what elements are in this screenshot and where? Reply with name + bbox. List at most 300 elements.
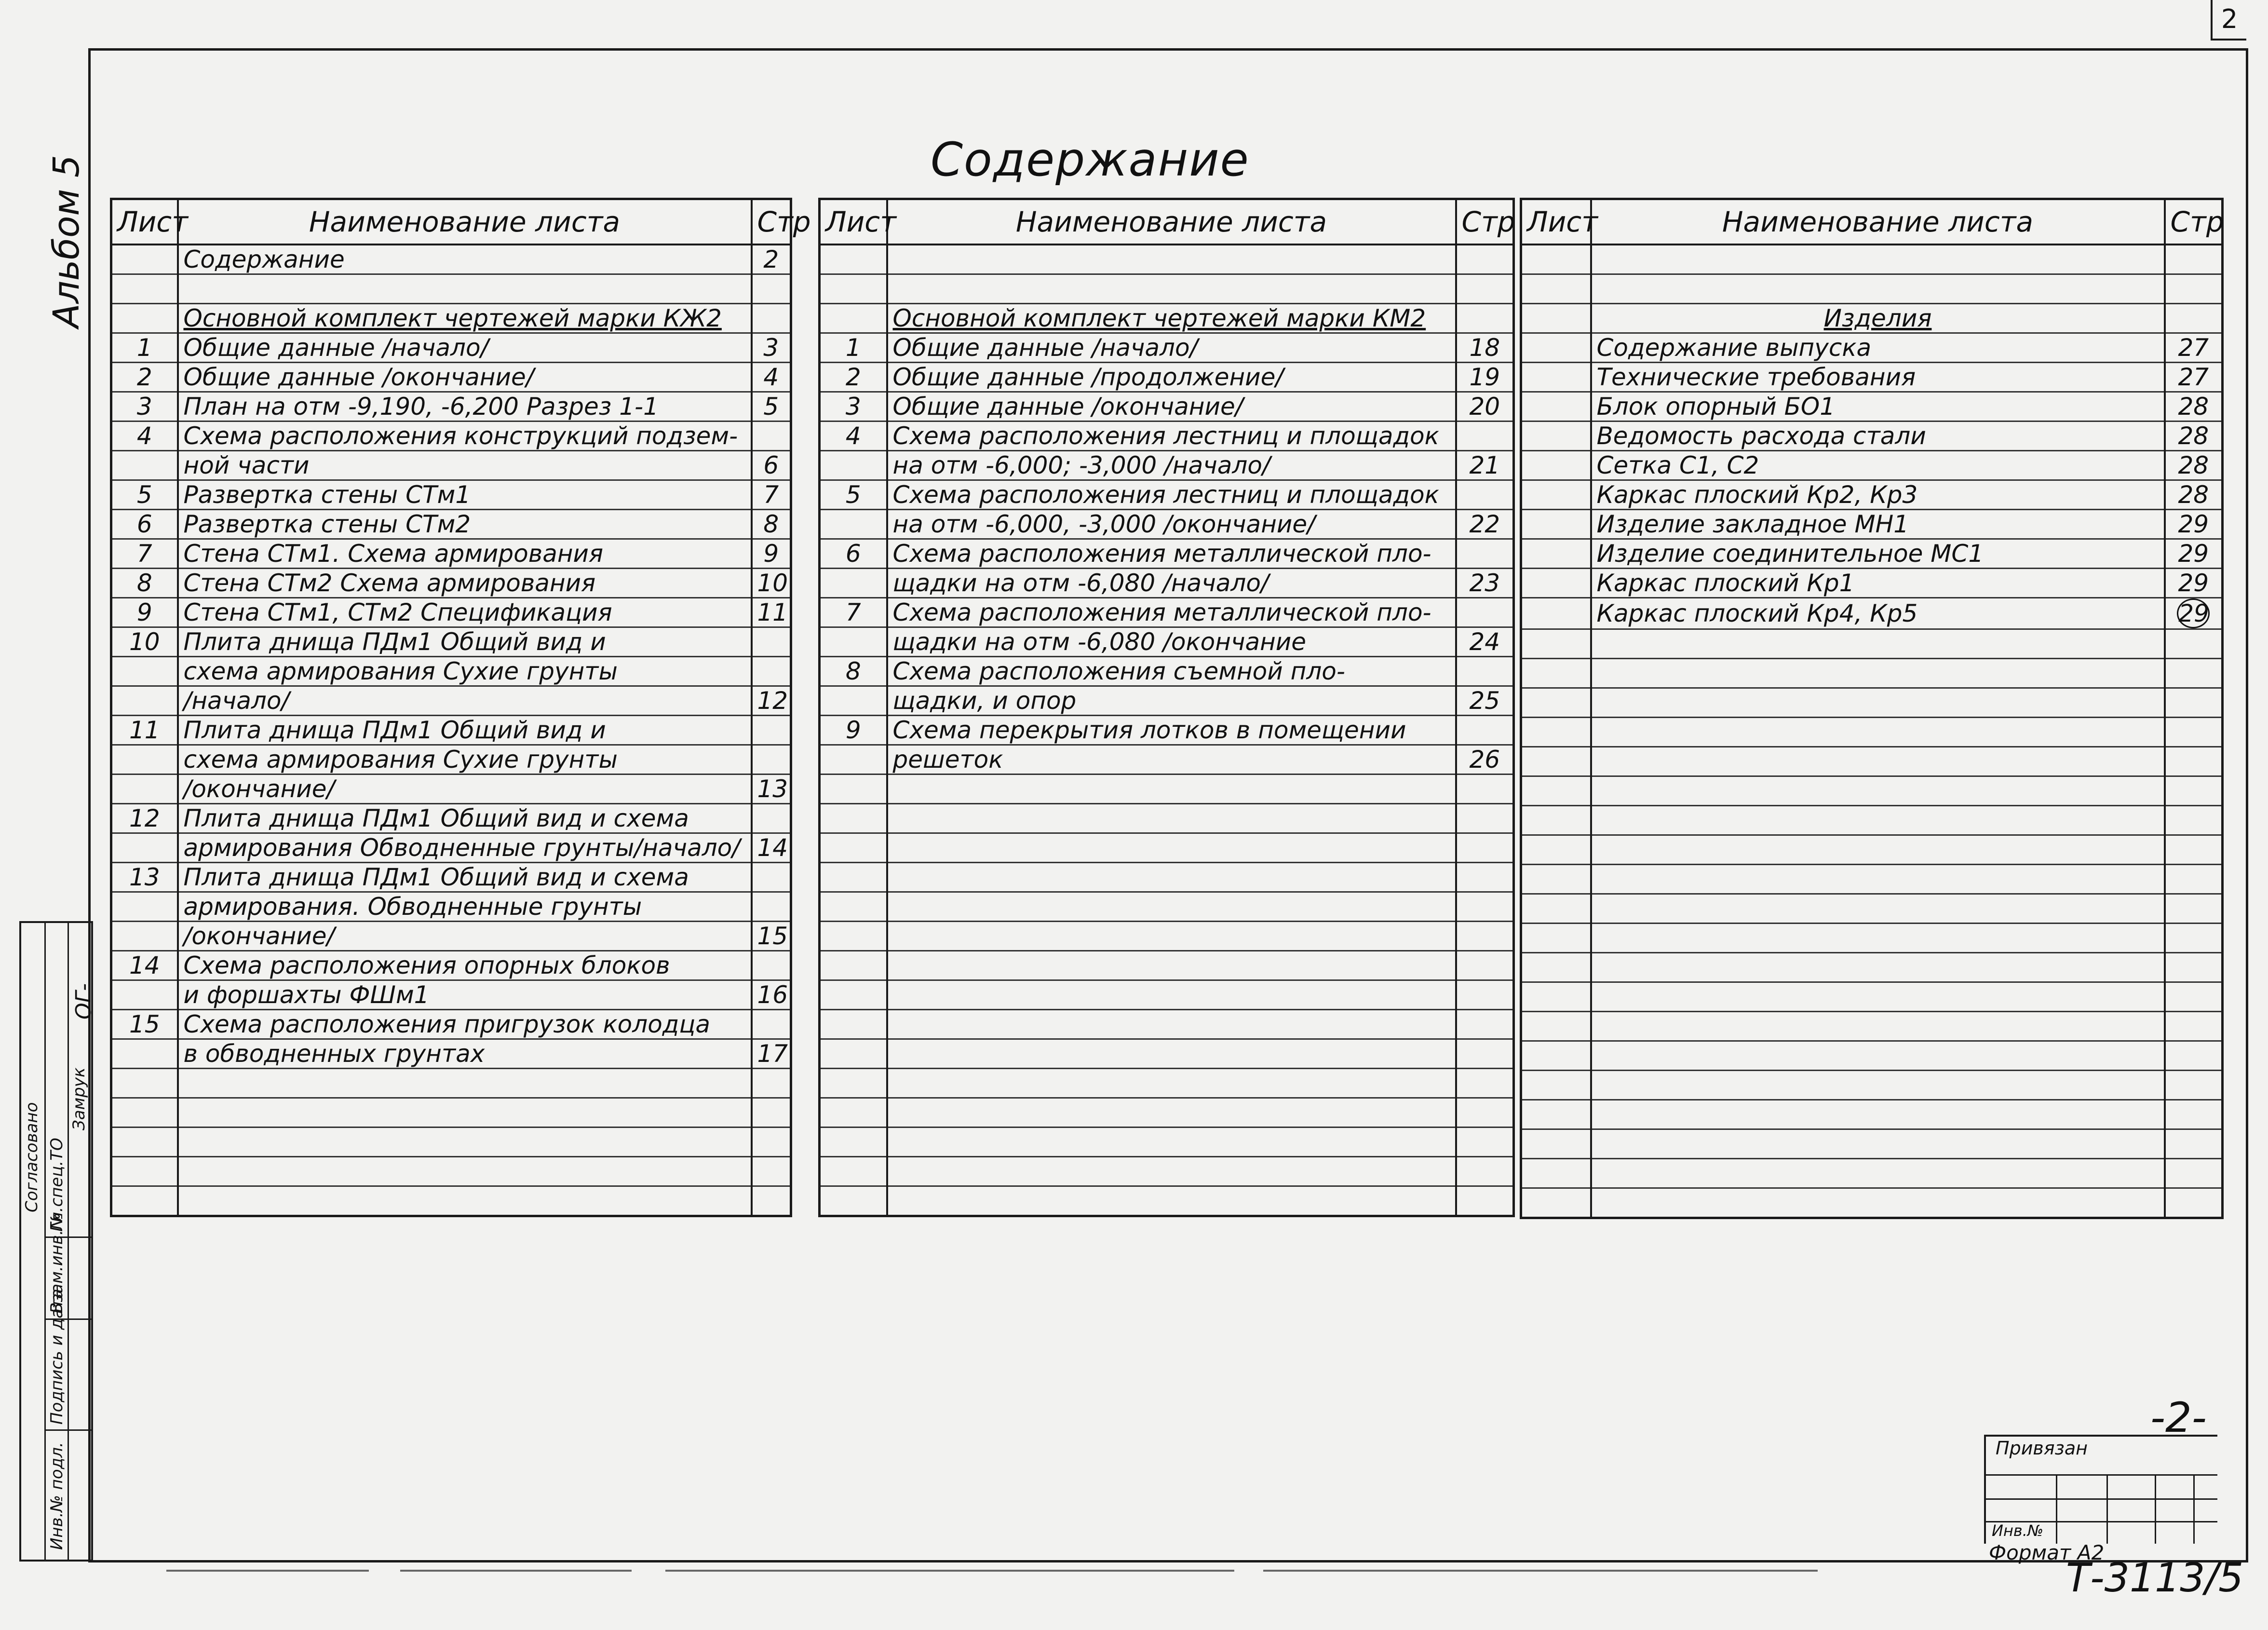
table-row <box>820 451 1514 480</box>
header-sheet: Лист <box>1521 199 1591 245</box>
page-cell <box>1456 598 1514 627</box>
sheet-name-cell: щадки на отм -6,080 /окончание <box>887 627 1456 657</box>
sheet-name-cell <box>887 922 1456 951</box>
sheet-name-cell <box>1591 1012 2165 1041</box>
sheet-number-cell <box>111 980 178 1010</box>
sheet-number-cell <box>820 1010 887 1039</box>
page-cell <box>1456 274 1514 304</box>
page-cell <box>1456 863 1514 892</box>
sheet-name-cell <box>1591 1159 2165 1188</box>
page-cell: 24 <box>1456 627 1514 657</box>
table-row <box>111 392 791 421</box>
sheet-number-cell <box>1521 1041 1591 1071</box>
sheet-number-cell <box>820 451 887 480</box>
page-cell: 2 <box>752 244 791 274</box>
sheet-name-cell <box>887 804 1456 833</box>
page-cell: 5 <box>752 392 791 421</box>
page-cell <box>1456 922 1514 951</box>
sheet-number-cell <box>111 745 178 774</box>
sheet-name-cell <box>1591 982 2165 1012</box>
sheet-name-cell <box>1591 629 2165 659</box>
sheet-name-cell: Содержание выпуска <box>1591 333 2165 363</box>
page-cell <box>2165 953 2223 982</box>
page-cell <box>2165 835 2223 865</box>
page-cell <box>752 1186 791 1216</box>
sheet-name-cell: Основной комплект чертежей марки КМ2 <box>887 304 1456 333</box>
sheet-name-cell <box>178 1186 752 1216</box>
table-row <box>820 774 1514 804</box>
sheet-name-cell <box>178 1098 752 1127</box>
sheet-number-cell <box>1521 865 1591 894</box>
page-cell <box>752 1127 791 1157</box>
sheet-number-cell <box>820 627 887 657</box>
sheet-name-cell: на отм -6,000, -3,000 /окончание/ <box>887 510 1456 539</box>
agreed-label: Согласовано <box>22 1102 41 1212</box>
sheet-name-cell <box>1591 274 2165 304</box>
sheet-number-cell: 11 <box>111 716 178 745</box>
table-row <box>1521 274 2223 304</box>
sheet-name-cell <box>1591 1071 2165 1100</box>
page-cell <box>2165 244 2223 274</box>
sheet-number-cell <box>820 804 887 833</box>
sheet-name-cell: на отм -6,000; -3,000 /начало/ <box>887 451 1456 480</box>
page-cell: 11 <box>752 598 791 627</box>
table-row <box>111 569 791 598</box>
sheet-number-cell: 3 <box>111 392 178 421</box>
page-cell <box>1456 716 1514 745</box>
sheet-name-cell: Общие данные /окончание/ <box>178 363 752 392</box>
table-row <box>820 598 1514 627</box>
page-cell <box>752 627 791 657</box>
sheet-name-cell <box>1591 776 2165 806</box>
sheet-number-cell <box>1521 244 1591 274</box>
table-row <box>1521 776 2223 806</box>
page-cell: 20 <box>1456 392 1514 421</box>
page-cell: 15 <box>752 922 791 951</box>
sheet-number-cell <box>820 1157 887 1186</box>
sheet-number-cell <box>111 657 178 686</box>
sheet-name-cell <box>1591 894 2165 924</box>
contents-table-2 <box>818 198 1515 1217</box>
sheet-number-cell <box>820 980 887 1010</box>
page-cell <box>2165 806 2223 835</box>
sheet-number-cell: 9 <box>111 598 178 627</box>
sheet-name-cell: армирования. Обводненные грунты <box>178 892 752 922</box>
sheet-number-cell: 2 <box>820 363 887 392</box>
sheet-name-cell <box>887 1039 1456 1069</box>
sheet-name-cell: в обводненных грунтах <box>178 1039 752 1069</box>
page-title: Содержание <box>931 133 1250 187</box>
sheet-name-cell <box>887 244 1456 274</box>
podp-data-label: Подпись и дата <box>47 1289 67 1425</box>
page-cell <box>2165 629 2223 659</box>
sheet-name-cell <box>887 1010 1456 1039</box>
sheet-name-cell <box>887 833 1456 863</box>
sheet-name-cell: Плита днища ПДм1 Общий вид и <box>178 627 752 657</box>
sheet-name-cell: Каркас плоский Кр2, Кр3 <box>1591 480 2165 510</box>
table-row <box>111 745 791 774</box>
inv-no-label: Инв.№ <box>1992 1521 2044 1540</box>
sheet-number-cell: 7 <box>111 539 178 569</box>
page-cell <box>752 804 791 833</box>
sheet-name-cell: Схема расположения металлической пло- <box>887 598 1456 627</box>
sheet-number-cell: 6 <box>820 539 887 569</box>
page-cell <box>1456 774 1514 804</box>
table-row <box>1521 1188 2223 1218</box>
table-row <box>111 951 791 980</box>
sheet-name-cell <box>1591 953 2165 982</box>
sheet-name-cell: План на отм -9,190, -6,200 Разрез 1-1 <box>178 392 752 421</box>
header-page: Стр <box>1456 199 1514 245</box>
table-row <box>111 774 791 804</box>
sheet-name-cell <box>1591 806 2165 835</box>
sheet-number-cell <box>1521 539 1591 569</box>
table-row <box>111 510 791 539</box>
sheet-number-cell <box>1521 274 1591 304</box>
page-cell <box>752 657 791 686</box>
table-row <box>820 304 1514 333</box>
sheet-name-cell: щадки, и опор <box>887 686 1456 716</box>
sheet-name-cell: схема армирования Сухие грунты <box>178 745 752 774</box>
sheet-number-cell <box>1521 363 1591 392</box>
sheet-number-cell <box>820 1098 887 1127</box>
table-row <box>820 657 1514 686</box>
page-cell: 29 <box>2165 510 2223 539</box>
sheet-number-cell <box>111 892 178 922</box>
sheet-name-cell: Схема расположения конструкций подзем- <box>178 421 752 451</box>
signature: ОГ- <box>71 983 96 1019</box>
page-cell <box>2165 1159 2223 1188</box>
drawing-code: Т-3113/5 <box>2066 1555 2244 1601</box>
page-cell <box>1456 951 1514 980</box>
table-row <box>820 863 1514 892</box>
sheet-number-cell <box>111 686 178 716</box>
sheet-name-cell <box>178 1069 752 1098</box>
sheet-name-cell: Каркас плоский Кр1 <box>1591 569 2165 598</box>
sheet-name-cell: /окончание/ <box>178 774 752 804</box>
contents-table-3 <box>1520 198 2224 1219</box>
header-page: Стр <box>2165 199 2223 245</box>
page-cell: 28 <box>2165 421 2223 451</box>
table-row <box>111 657 791 686</box>
sheet-name-cell <box>887 1186 1456 1216</box>
approval-side-block <box>19 921 96 1562</box>
page-cell <box>752 745 791 774</box>
sheet-number-cell <box>1521 304 1591 333</box>
table-row <box>111 1127 791 1157</box>
table-row <box>820 421 1514 451</box>
sheet-name-cell: Изделие соединительное МС1 <box>1591 539 2165 569</box>
sheet-name-cell <box>887 980 1456 1010</box>
sheet-number-cell <box>111 1157 178 1186</box>
sheet-number-cell <box>111 451 178 480</box>
sheet-name-cell: /окончание/ <box>178 922 752 951</box>
sheet-number-cell <box>1521 569 1591 598</box>
page-cell <box>1456 1186 1514 1216</box>
page-cell <box>2165 1012 2223 1041</box>
sheet-number-cell: 1 <box>111 333 178 363</box>
page-cell <box>1456 421 1514 451</box>
sheet-name-cell: Общие данные /продолжение/ <box>887 363 1456 392</box>
table-row <box>111 333 791 363</box>
page-cell: 28 <box>2165 451 2223 480</box>
table-row <box>111 304 791 333</box>
sheet-name-cell: Стена СТм1. Схема армирования <box>178 539 752 569</box>
sheet-number-cell <box>820 892 887 922</box>
page-cell: 27 <box>2165 333 2223 363</box>
sheet-number-cell <box>1521 1012 1591 1041</box>
sheet-name-cell: Изделия <box>1591 304 2165 333</box>
sheet-number-cell <box>820 774 887 804</box>
sheet-number-cell <box>111 1039 178 1069</box>
circled-page: 29 <box>2177 598 2210 628</box>
sheet-name-cell <box>1591 718 2165 747</box>
page-cell: 8 <box>752 510 791 539</box>
page-cell: 17 <box>752 1039 791 1069</box>
sheet-number-cell <box>820 686 887 716</box>
table-row <box>1521 1100 2223 1129</box>
table-row <box>1521 629 2223 659</box>
page-cell: 10 <box>752 569 791 598</box>
table-row <box>1521 747 2223 776</box>
table-row <box>111 451 791 480</box>
sheet-number-cell <box>1521 451 1591 480</box>
table-row <box>820 922 1514 951</box>
page-cell <box>752 716 791 745</box>
sheet-name-cell <box>1591 924 2165 953</box>
sheet-number-cell <box>1521 421 1591 451</box>
page-cell <box>2165 865 2223 894</box>
table-header <box>1521 199 2223 245</box>
table-row <box>820 892 1514 922</box>
sheet-name-cell: Общие данные /начало/ <box>178 333 752 363</box>
sheet-number-cell <box>820 1186 887 1216</box>
page-cell <box>1456 833 1514 863</box>
page-cell <box>752 1157 791 1186</box>
table-row <box>1521 304 2223 333</box>
table-row <box>111 1039 791 1069</box>
sheet-number-cell <box>111 922 178 951</box>
page-cell: 13 <box>752 774 791 804</box>
table-row <box>820 1186 1514 1216</box>
sheet-name-cell <box>887 1098 1456 1127</box>
table-header <box>820 199 1514 245</box>
sheet-name-cell: и форшахты ФШм1 <box>178 980 752 1010</box>
page-cell: 28 <box>2165 392 2223 421</box>
table-row <box>820 1069 1514 1098</box>
sheet-name-cell: Сетка С1, С2 <box>1591 451 2165 480</box>
page-cell: 29 <box>2165 539 2223 569</box>
table-row <box>820 1010 1514 1039</box>
sheet-name-cell <box>887 1127 1456 1157</box>
sheet-name-cell: Блок опорный БО1 <box>1591 392 2165 421</box>
page-cell <box>1456 1039 1514 1069</box>
table-row <box>820 1127 1514 1157</box>
sheet-name-cell <box>1591 835 2165 865</box>
page-cell <box>2165 598 2223 629</box>
sheet-number-cell <box>1521 510 1591 539</box>
sheet-name-cell <box>887 1157 1456 1186</box>
header-name: Наименование листа <box>1591 199 2165 245</box>
sheet-number-cell: 2 <box>111 363 178 392</box>
sheet-name-cell: Плита днища ПДм1 Общий вид и схема <box>178 863 752 892</box>
sheet-number-cell: 13 <box>111 863 178 892</box>
page-cell <box>2165 1041 2223 1071</box>
table-row <box>1521 1012 2223 1041</box>
page-cell <box>2165 1071 2223 1100</box>
sheet-name-cell: Плита днища ПДм1 Общий вид и схема <box>178 804 752 833</box>
sheet-number-cell <box>1521 776 1591 806</box>
format-label: Формат А2 <box>1989 1541 2105 1564</box>
page-cell <box>2165 1188 2223 1218</box>
table-row <box>1521 539 2223 569</box>
page-cell <box>1456 539 1514 569</box>
page-cell: 6 <box>752 451 791 480</box>
page-mark: -2- <box>2150 1394 2207 1442</box>
sheet-name-cell: Схема расположения съемной пло- <box>887 657 1456 686</box>
page-cell <box>2165 304 2223 333</box>
sheet-name-cell <box>1591 865 2165 894</box>
table-row <box>111 480 791 510</box>
page-cell <box>1456 657 1514 686</box>
table-row <box>820 363 1514 392</box>
page-cell <box>1456 892 1514 922</box>
sheet-number-cell <box>820 1039 887 1069</box>
sheet-number-cell <box>1521 688 1591 718</box>
table-row <box>820 1157 1514 1186</box>
table-row <box>111 716 791 745</box>
sheet-number-cell: 3 <box>820 392 887 421</box>
page-cell <box>2165 274 2223 304</box>
table-row <box>111 274 791 304</box>
table-row <box>820 716 1514 745</box>
table-row <box>111 686 791 716</box>
page-cell <box>1456 1010 1514 1039</box>
header-name: Наименование листа <box>887 199 1456 245</box>
sheet-number-cell <box>111 774 178 804</box>
sheet-name-cell: Схема расположения металлической пло- <box>887 539 1456 569</box>
page-cell <box>2165 688 2223 718</box>
page-cell <box>2165 982 2223 1012</box>
header-page: Стр <box>752 199 791 245</box>
page-cell: 26 <box>1456 745 1514 774</box>
sheet-name-cell: Ведомость расхода стали <box>1591 421 2165 451</box>
page-cell <box>2165 776 2223 806</box>
sheet-name-cell <box>1591 1041 2165 1071</box>
sheet-number-cell <box>820 833 887 863</box>
page-cell <box>752 1010 791 1039</box>
table-row <box>1521 244 2223 274</box>
page-cell: 28 <box>2165 480 2223 510</box>
sheet-name-cell <box>178 1127 752 1157</box>
stamp-block <box>1984 1435 2217 1544</box>
sheet-number-cell <box>820 274 887 304</box>
page-cell: 16 <box>752 980 791 1010</box>
sheet-name-cell: Схема перекрытия лотков в помещении <box>887 716 1456 745</box>
table-row <box>820 627 1514 657</box>
gl-spec-label: Гл.спец.ТО <box>47 1138 67 1232</box>
page-cell <box>752 304 791 333</box>
sheet-name-cell <box>887 274 1456 304</box>
sheet-name-cell: Общие данные /начало/ <box>887 333 1456 363</box>
page-cell <box>1456 304 1514 333</box>
sheet-number-cell <box>1521 1100 1591 1129</box>
sheet-number-cell <box>111 1069 178 1098</box>
table-row <box>1521 865 2223 894</box>
table-row <box>111 1186 791 1216</box>
page-cell: 27 <box>2165 363 2223 392</box>
table-row <box>820 244 1514 274</box>
sheet-name-cell <box>887 892 1456 922</box>
sheet-number-cell: 8 <box>820 657 887 686</box>
sheet-name-cell: Каркас плоский Кр4, Кр5 <box>1591 598 2165 629</box>
sheet-name-cell: щадки на отм -6,080 /начало/ <box>887 569 1456 598</box>
page-cell: 18 <box>1456 333 1514 363</box>
sheet-name-cell <box>1591 1129 2165 1159</box>
table-row <box>1521 363 2223 392</box>
sheet-name-cell: /начало/ <box>178 686 752 716</box>
table-row <box>820 804 1514 833</box>
sheet-name-cell <box>887 951 1456 980</box>
table-row <box>111 627 791 657</box>
sheet-number-cell: 5 <box>111 480 178 510</box>
sheet-name-cell: Схема расположения пригрузок колодца <box>178 1010 752 1039</box>
sheet-number-cell <box>820 510 887 539</box>
header-name: Наименование листа <box>178 199 752 245</box>
sheet-number-cell <box>1521 480 1591 510</box>
table-row <box>111 598 791 627</box>
page-cell: 23 <box>1456 569 1514 598</box>
page-cell <box>1456 980 1514 1010</box>
sheet-name-cell: схема армирования Сухие грунты <box>178 657 752 686</box>
sheet-number-cell <box>820 244 887 274</box>
table-row <box>111 1157 791 1186</box>
sheet-name-cell: Общие данные /окончание/ <box>887 392 1456 421</box>
table-row <box>1521 659 2223 688</box>
sheet-number-cell <box>1521 333 1591 363</box>
sheet-name-cell: Стена СТм2 Схема армирования <box>178 569 752 598</box>
table-row <box>1521 480 2223 510</box>
page-cell <box>2165 924 2223 953</box>
table-row <box>111 922 791 951</box>
table-row <box>820 392 1514 421</box>
table-row <box>820 951 1514 980</box>
sheet-number-cell <box>1521 629 1591 659</box>
table-row <box>111 833 791 863</box>
sheet-number-cell <box>820 745 887 774</box>
privyazan-label: Привязан <box>1996 1438 2088 1459</box>
table-row <box>111 421 791 451</box>
table-row <box>1521 392 2223 421</box>
sheet-number-cell <box>1521 1071 1591 1100</box>
sheet-number-cell <box>820 951 887 980</box>
sheet-name-cell: Изделие закладное МН1 <box>1591 510 2165 539</box>
sheet-number-cell: 9 <box>820 716 887 745</box>
sheet-name-cell <box>887 863 1456 892</box>
sheet-name-cell: Основной комплект чертежей марки КЖ2 <box>178 304 752 333</box>
sheet-number-cell <box>820 1069 887 1098</box>
sheet-name-cell <box>1591 244 2165 274</box>
sheet-name-cell: ной части <box>178 451 752 480</box>
table-row <box>1521 421 2223 451</box>
sheet-number-cell <box>1521 806 1591 835</box>
sheet-name-cell: Схема расположения лестниц и площадок <box>887 421 1456 451</box>
sheet-number-cell: 10 <box>111 627 178 657</box>
page-cell <box>2165 718 2223 747</box>
table-row <box>111 244 791 274</box>
page-cell <box>2165 1100 2223 1129</box>
table-row <box>1521 1041 2223 1071</box>
